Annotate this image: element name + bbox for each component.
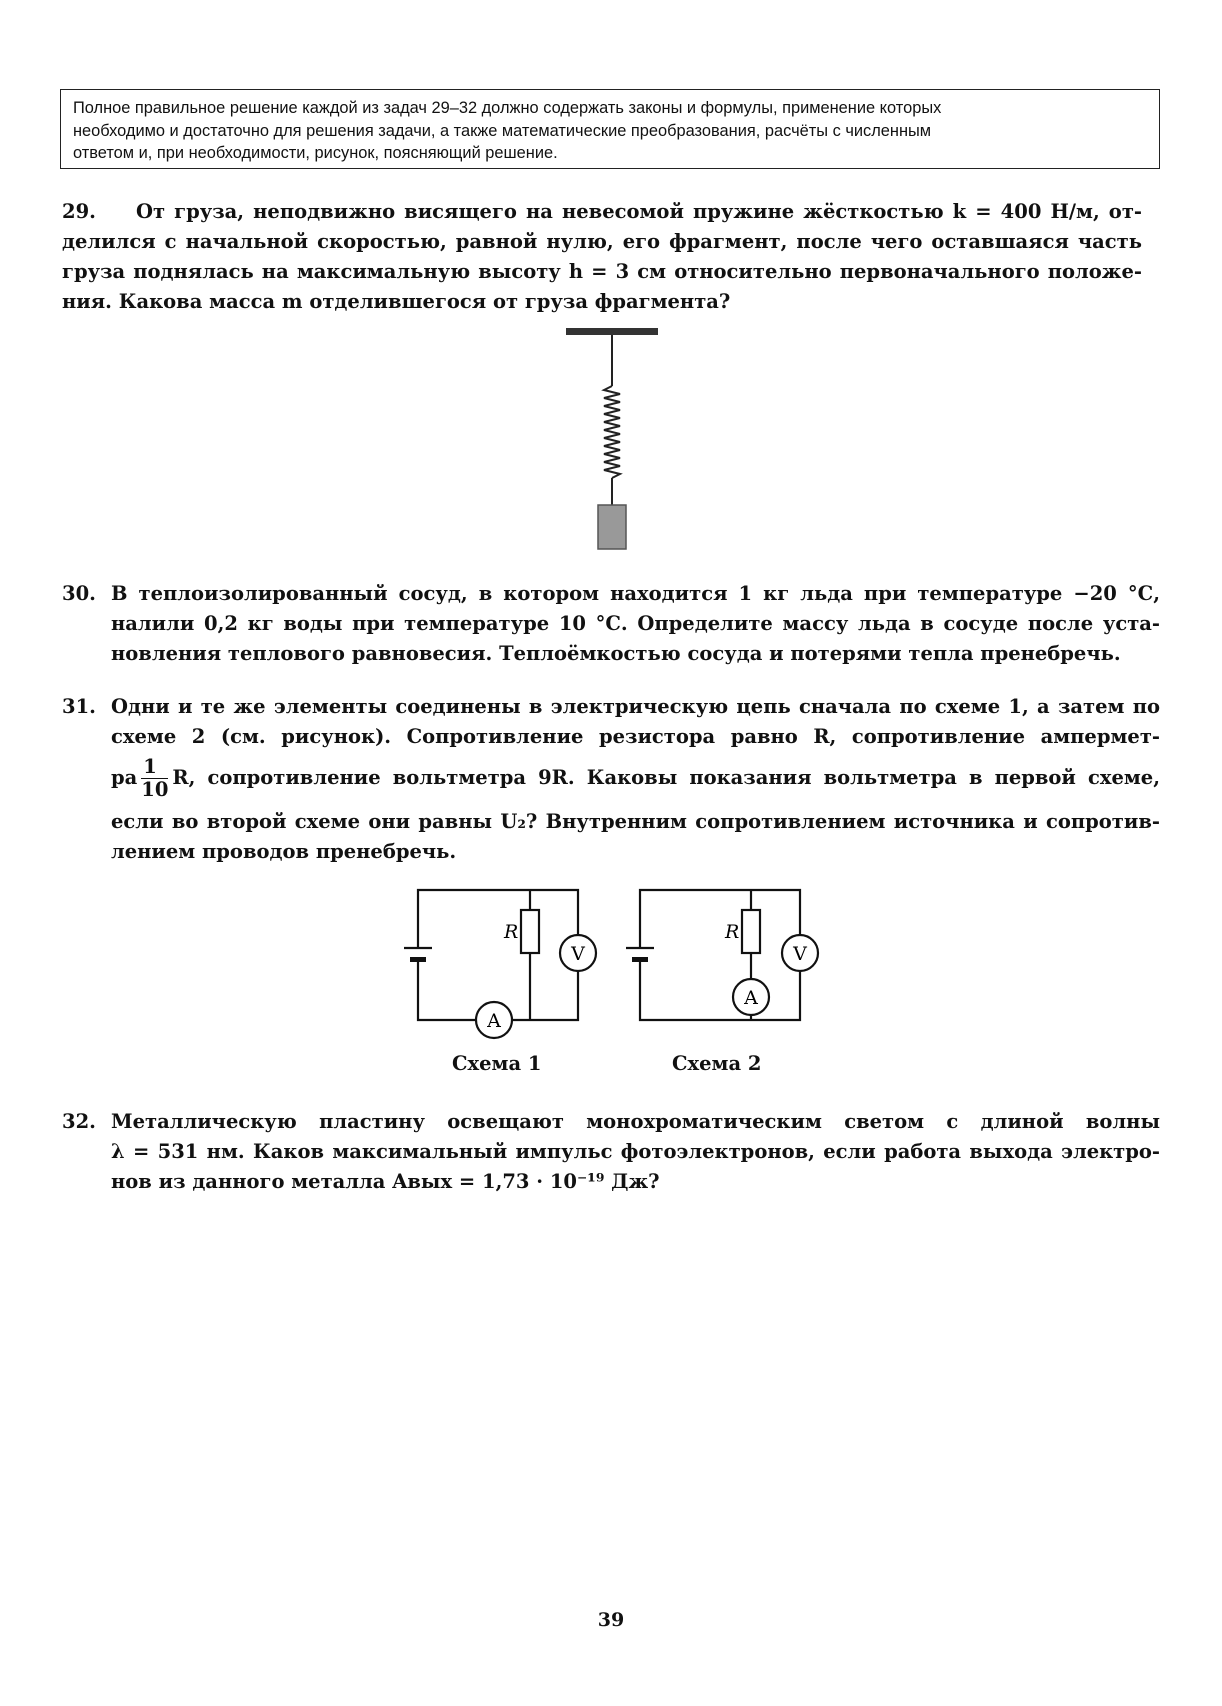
task-32	[62, 1107, 1160, 1197]
task-31-line-3	[111, 756, 1160, 801]
task-29-line-1: От груза, неподвижно висящего на невесомой пружине жёсткостью k = 400 Н/м, от-	[136, 200, 1142, 223]
instruction-line-2: необходимо и достаточно для решения задачи, а также математические преобразования, расчёты с численным	[73, 121, 932, 140]
scheme-1-battery-short-plate	[410, 957, 426, 962]
scheme-2-wires	[640, 890, 800, 1020]
task-31	[62, 692, 1160, 867]
spring-weight-figure	[560, 328, 670, 553]
task-29-line-4: ния. Какова масса m отделившегося от груза фрагмента?	[62, 290, 731, 313]
task-30-line-1: В теплоизолированный сосуд, в котором находится 1 кг льда при температуре −20 °С,	[111, 582, 1160, 605]
fraction-numerator: 1	[141, 756, 168, 779]
task-31-number: 31.	[62, 695, 96, 718]
task-29	[62, 197, 1142, 317]
task-32-line-2: λ = 531 нм. Каков максимальный импульс фотоэлектронов, если работа выхода электро-	[111, 1140, 1160, 1163]
task-30-line-2: налили 0,2 кг воды при температуре 10 °С. Определите массу льда в сосуде после уста-	[111, 612, 1160, 635]
scheme-1-resistor	[521, 910, 539, 953]
task-30-number: 30.	[62, 582, 96, 605]
scheme-1-wires	[418, 890, 578, 1020]
circuit-diagrams	[400, 880, 840, 1060]
task-32-number: 32.	[62, 1110, 96, 1133]
scheme-1-label-r: R	[504, 921, 519, 943]
task-29-line-2: делился с начальной скоростью, равной нулю, его фрагмент, после чего оставшаяся часть	[62, 230, 1142, 253]
scheme-1-label-a: A	[487, 1010, 501, 1032]
page-number: 39	[597, 1609, 625, 1631]
task-31-line-3b: R, сопротивление вольтметра 9R. Каковы показания вольтметра в первой схеме,	[172, 766, 1160, 789]
caption-scheme-1: Схема 1	[452, 1052, 542, 1075]
scheme-1-label-v: V	[571, 943, 585, 965]
ceiling-bar	[566, 328, 658, 335]
instruction-box	[60, 89, 1160, 169]
task-31-line-4: если во второй схеме они равны U₂? Внутренним сопротивлением источника и сопротив-	[111, 810, 1160, 833]
task-30	[62, 579, 1160, 669]
task-32-line-1: Металлическую пластину освещают монохроматическим светом с длиной волны	[111, 1110, 1160, 1133]
scheme-2-label-a: A	[744, 987, 758, 1009]
fraction-denominator: 10	[141, 778, 169, 801]
instruction-line-1: Полное правильное решение каждой из задач 29–32 должно содержать законы и формулы, применение которых	[73, 99, 942, 117]
caption-scheme-2: Схема 2	[672, 1052, 762, 1075]
weight-block	[598, 505, 626, 549]
task-31-line-3a: ра	[111, 766, 138, 789]
spring-coil	[604, 386, 620, 478]
task-31-line-1: Одни и те же элементы соединены в электрическую цепь сначала по схеме 1, а затем по	[111, 695, 1160, 718]
task-31-line-2: схеме 2 (см. рисунок). Сопротивление резистора равно R, сопротивление ампермет-	[111, 725, 1160, 748]
scheme-2-label-r: R	[725, 921, 740, 943]
task-32-line-3: нов из данного металла Aвых = 1,73 · 10⁻¹⁹ Дж?	[111, 1170, 660, 1193]
scheme-2-resistor	[742, 910, 760, 953]
scheme-2-label-v: V	[793, 943, 807, 965]
instruction-line-3: ответом и, при необходимости, рисунок, поясняющий решение.	[73, 144, 558, 162]
task-31-line-5: лением проводов пренебречь.	[111, 840, 457, 863]
task-29-number: 29.	[62, 200, 96, 223]
fraction-one-tenth	[141, 756, 168, 801]
task-30-line-3: новления теплового равновесия. Теплоёмкостью сосуда и потерями тепла пренебречь.	[111, 642, 1121, 665]
scheme-2-battery-short-plate	[632, 957, 648, 962]
task-29-line-3: груза поднялась на максимальную высоту h = 3 см относительно первоначального положе-	[62, 260, 1142, 283]
